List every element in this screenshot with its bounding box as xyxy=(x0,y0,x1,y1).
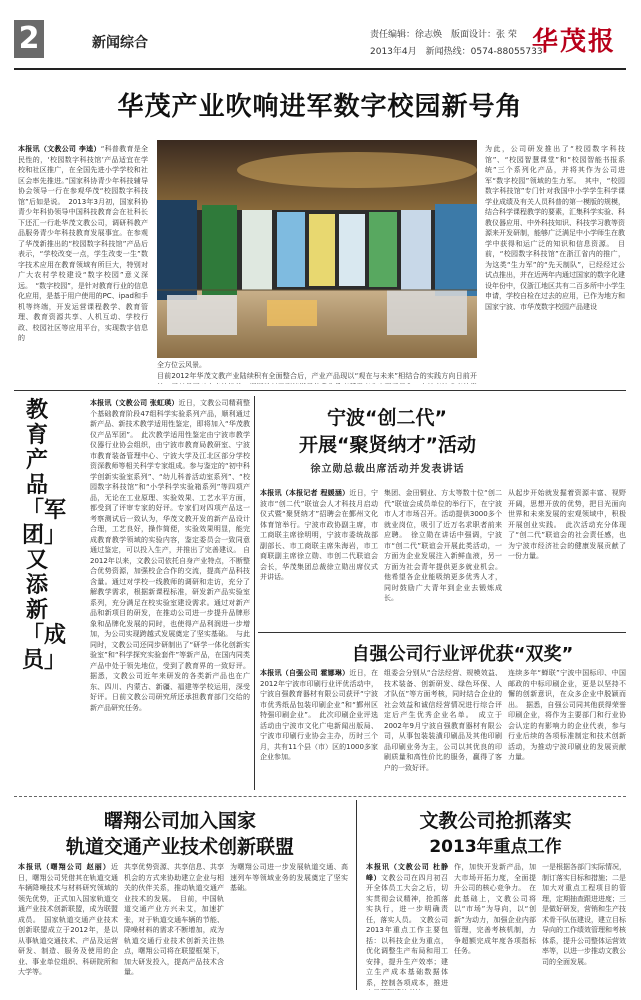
article1-col1: 本报讯（文教公司 李逵）“科普教育是全民性的，‘校园数字科技馆’产品适宜在学校和社区推广，在全国先进小学学校和社区会率先推进。”国家科协青少年科技辅导协会领导一行在参观华茂“校园数字科技馆”后如是说。 2013年3月初，国家科协青少年科协领导中国科技教育会在社科长下还汇一行赴华茂文教公司，调研科教产品服务青少年科技教育发展事宜。在参观了华茂新推出的“校园数字科技馆”产品后表示，“学校改变一点，学生改变一生”数字技术应用在教育领域有所巨大，特别对广大农村学校建设“数字校园”意义深远。 “数字校园”，是针对教育行业的信息化应用，是基于用户使用的PC、ipad和手机等终端，开发运营课程教学、教育管理、教育资源共享、人机互动、学校行政、校园社区等应用平台，实现数字信息的 xyxy=(18,145,148,342)
article2-byline: 本报讯（文教公司 张虹瑛） xyxy=(90,399,179,407)
divider-v2 xyxy=(356,800,357,990)
date-line: 2013年4月 新闻热线：0574-88055733 xyxy=(370,47,543,57)
article5-col3: 为曙翔公司进一步发展轨道交通、高速列车等领域业务的发展奠定了坚实基础。 xyxy=(230,863,348,892)
article5-col1: 本报讯（曙翔公司 赵丽）近日，曙翔公司凭借其在轨道交通车辆降噪技术与材料研究领域的领先优势，正式加入国家轨道交通产业技术创新联盟，成为联盟成员。 国家轨道交通产业技术创新联盟成立于2012年，是以从事轨道交通技术、产品及运营研发、制造、服务及使用的企业、事业单位组织、科研院所和大学等。 xyxy=(18,863,118,976)
article1-col3 xyxy=(157,386,158,387)
article1-col2: 为此，公司研发推出了“校园数字科技馆”、“校园智慧课堂”和“校园智能书报系统”三个系列化产品，并将其作为公司进军“数字校园”领域的生力军。 其中，“校园数字科技馆”专门针对我国中小学学生科学课学业成绩及有关人员科普的第一模版的规模，结合科学课程教学的要素，汇集科学实验、科教仪器应用、中外科技知识、科技学习教等资源来开发研制，能够广泛满足中小学师生在教学中获得和运广泛的知识和信息资源。 目前，“校园数字科技馆”在浙江省内的推广，为这类“生力军”的“先天制队”，已经经过公试点推出，并在近两年内通过国家的数字化建设年份中，仅浙江地区共有二百多所中小学生申请，学校自检在过去的应用，已作为地方和国家宁波、市华茂数字校园产品建设 xyxy=(485,145,625,311)
article5-byline: 本报讯（曙翔公司 赵丽） xyxy=(18,863,111,871)
newspaper-logo: 华茂报 xyxy=(531,27,616,57)
article3-headline-line1: 宁波“创二代” xyxy=(327,407,447,429)
article4-headline: 自强公司行业评优获“双奖” xyxy=(351,644,574,665)
divider-1 xyxy=(14,390,626,391)
article1-headline: 华茂产业吹响进军数字校园新号角 xyxy=(117,92,523,122)
article5-headline-line1: 曙翔公司加入国家 xyxy=(103,810,256,832)
photo-caption-rest: 目前2012年华茂文教产业陆续积有全面整合后，产业产品现以“观在与未来”相结合的实践方向日前开 xyxy=(157,372,477,380)
divider-2 xyxy=(258,632,626,633)
exhibition-photo xyxy=(157,140,477,358)
article4-byline: 本报讯（自强公司 霍娜琳） xyxy=(260,669,350,677)
article6-col2: 作，加快开发新产品，加大市场开拓力度，全面提升公司的核心竞争力。 在此基础上，文教公司将以“市场”为导向，以“创新”为动力，加强企业内部管理，完善考核机制，力争超额完成年度各项指标任务。 xyxy=(454,863,536,955)
section-title: 新闻综合 xyxy=(92,35,148,51)
divider-3 xyxy=(14,796,626,797)
photo-caption: 全方位云风景。 xyxy=(157,361,206,369)
article3-col1: 本报讯（本报记者 程媛涵）近日，宁波市“创二代”联谊会人才科技月启动仪式暨“聚贤纳才”招聘会在鄞州文化体育馆举行。宁波市政协副主席，市工商联主席徐明明，宁波市委统战部副部长、市工商联主席朱海岩，市工商联副主席徐立勋、市创二代联谊会会长，华茂集团总裁徐立勋出席仪式并讲话。 xyxy=(260,489,378,581)
header-rule xyxy=(14,68,626,70)
article4-col1: 本报讯（自强公司 霍娜琳）近日，在2012年宁波市印刷行业评优活动中，宁波自强教育器材有限公司获评“宁波市优秀纸品包装印刷企业”和“鄞州区特强印刷企业”。 此次印刷企业评选活动由宁波市文化广电新闻出版局、宁波市印刷行业协会主办，历时三个月，共有11个县（市）区的1000多家企业参加。 xyxy=(260,669,378,761)
article6-col1: 本报讯（文教公司 杜静峰）文教公司在四月初召开全体员工大会之后，切实贯彻会议精神，抢抓落实执行，进一步明确责任，落实人员。 文教公司2013年重点工作主要包括：以科技企业为重点，优化调整生产布局和用工安排，提升生产效率；建立生产成本基础数据体系，控制各项成本，推进 xyxy=(366,863,448,987)
page-number: 2 xyxy=(14,20,44,58)
article6-col3: 一是根据各部门实际情况，制订落实目标和措施；二是加大对重点工程项目的管理，定期抽查跟进进度；三是做好研发，营销和生产技术骨干队伍建设，建立目标导向的工作绩效管理和考核体系，提升公司整体运营效率等，以进一步推动文教公司的全面发展。 xyxy=(542,863,626,966)
article3-col2: 集团、金田铜业、方太等数十位“创二代”联谊会成员单位的举行下，在宁波市人才市场召开。活动提供3000多个就业岗位，吸引了近万名求职者前来应聘。 徐立勋在讲话中强调，宁波市“创二代”联谊会开展此类活动，一方面为企业发展注入新鲜血液，另一方面为社会青年提供更多就业机会。他希望各企业能吸纳更多优秀人才，同时鼓励广大青年到企业去锻炼成长。 xyxy=(384,489,502,602)
exhibition-hall-image xyxy=(157,140,477,358)
article4-col2: 组委会分别从“合法经营、规模效益、技术装备、创新研发、绿色环保、人才队伍”等方面考核，同时结合企业的社会效益和诚信经营情况进行综合评定后产生优秀企业名单。 成立于2002年9月宁波自强教育器材有限公司，从事包装装潢印刷品及其他印刷品印刷业务为主，公司以其优良的印刷质量和高性价比的服务，赢得了客户的一致好评。 xyxy=(384,669,502,772)
article6-byline: 本报讯（文教公司 杜静峰） xyxy=(366,863,448,882)
article3-byline: 本报讯（本报记者 程媛涵） xyxy=(260,489,350,497)
article2-col1: 本报讯（文教公司 张虹瑛）近日，文教公司精莉整个基础教育阶段47组科学实验系列产品，顺利通过新产品、新技术教学适用性鉴定，即将加入“华茂教仪产品军团”。 此次教学适用性鉴定由宁波市教学仪器行业协会组织，由宁波市教育局教研室、宁波市教育装备管理中心、宁波大学及江北区部分学校资深教师等相关科学专家组成。参与鉴定的“初中科学创新实验室系列”、“幼儿科普活动室系列”、“校园数字科技馆”和“小学科学实验箱系列”等四项产品，无论在工业原理、实验效果、工艺水平方面，都受到了评审专家的好评。专家们对四项产品这一考察测试后一致认为，华茂文教开发的新产品设计合理，工艺良好，操作简便，实验效果明显，能完成教育教学领域的实验内容，鉴定委员会一致同意通过鉴定，可以投入生产，并推出了完善建议。 自2012年以来，文教公司依托自身产业特点，不断整合优势资源，加强校企合作的交流，提高产品科技含量。通过对学校一线教师的调研和走访，充分了解教学需求，根据新课程标准，研发新产品实验室系列，充分满足在校实验室建设需求。通过对新产品和新项目的研发，在推动公司进一步提升品牌形象和品牌化发展的同时，也使得产品利润进一步增加，为公司实现跨越式发展奠定了坚实基础。 与此同时，文教公司还同步研制出了“研学一体化创新实验室”和“科学探究实验套件”等新产品，在国内同类产品中处于领先地位，受到了教育界的一致好评。 据悉，文教公司近年来研发的各类新产品也在广东、四川、内蒙古、新疆、福建等学校运用，深受好评。日前文教公司研究所还承担教育部门交给的新产品研究任务。 xyxy=(90,399,250,712)
article4-col3: 连续多年“蝉联”宁波中国标印、中国邮政的中标印刷企业，更是以坚持不懈的创新意识，在众多企业中脱颖而出。 据悉，自强公司同其他获得荣誉印刷企业，将作为主要部门和行业协会认定的有影响力的企业代表，参与行业后续的各项标准制定和技术创新活动，为推动宁波印刷业的发展贡献力量。 xyxy=(508,669,626,761)
article5-col2: 共享优势资源、共享信息、共享机会的方式来协助建立企业与相关的伙伴关系，推动轨道交通产业技术的发展。 目前，中国轨道交通产业方兴未艾，加速扩张，对于轨道交通车辆的节能、降噪材料的需求不断增加，成为轨道交通行业技术创新关注热点，曙翔公司将在联盟框架下，加大研发投入，提高产品技术含量。 xyxy=(124,863,224,976)
article6-headline-line2: 2013年重点工作 xyxy=(429,837,562,857)
article3-subhead: 徐立勋总裁出席活动并发表讲话 xyxy=(310,464,465,475)
article3-col3: 从起步开始就发掘着资源丰富、视野开阔，思想开放的优势，把目光面向世界和未来发展的宏观领域中，积极开展创业实践。 此次活动充分体现了“创二代”联谊会的社会责任感，也为宁波市经济社会的健康发展贡献了一份力量。 xyxy=(508,489,626,560)
article1-byline: 本报讯（文教公司 李逵） xyxy=(18,145,101,153)
article2-headline: 教育产品「军团」又添新「成员」 xyxy=(22,398,67,673)
article3-headline-line2: 开展“聚贤纳才”活动 xyxy=(299,434,476,456)
editor-line: 责任编辑：徐志焕 版面设计：张 荣 xyxy=(370,30,517,40)
article5-headline-line2: 轨道交通产业技术创新联盟 xyxy=(65,836,294,858)
article6-headline-line1: 文教公司抢抓落实 xyxy=(419,810,572,832)
